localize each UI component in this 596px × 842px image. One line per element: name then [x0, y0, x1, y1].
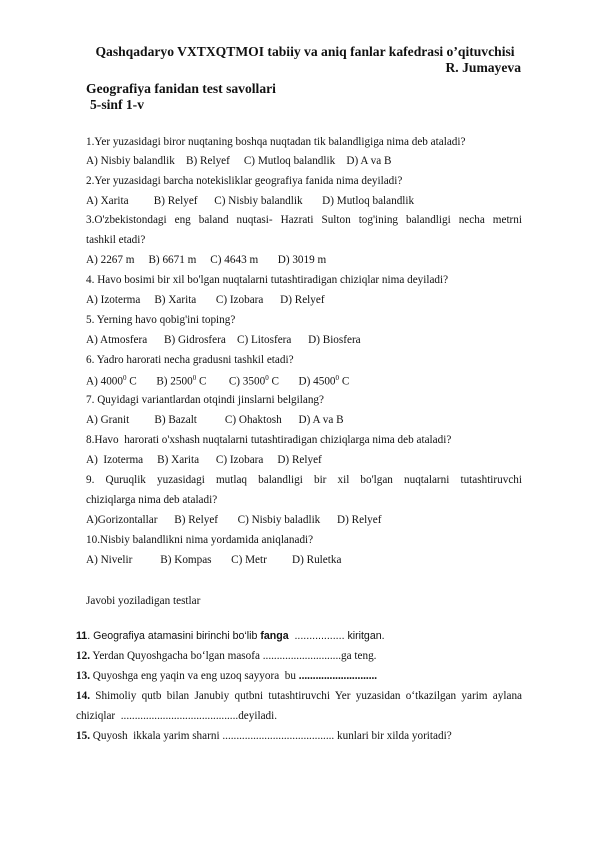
- fill-question-15: 15. Quyosh ikkala yarim sharni ........................................ kunlari bir xilda yoritadi?: [76, 730, 452, 742]
- answers-5: A) Atmosfera B) Gidrosfera C) Litosfera D) Biosfera: [86, 334, 361, 346]
- fill-question-14-line-1: 14. Shimoliy qutb bilan Janubiy qutbni tutashtiruvchi Yer yuzasidan o‘tkazilgan yarim aylana: [76, 690, 522, 702]
- question-3-line-2: tashkil etadi?: [86, 234, 146, 246]
- answers-10: A) Nivelir B) Kompas C) Metr D) Ruletka: [86, 554, 342, 566]
- section-title: Javobi yoziladigan testlar: [86, 595, 201, 607]
- answers-2: A) Xarita B) Relyef C) Nisbiy balandlik D) Mutloq balandlik: [86, 195, 415, 207]
- question-9-line-2: chiziqlarga nima deb ataladi?: [86, 494, 218, 506]
- question-7: 7. Quyidagi variantlardan otqindi jinslarni belgilang?: [86, 394, 324, 406]
- grade-variant: 5-sinf 1-v: [90, 97, 144, 112]
- question-3-line-1: 3.O'zbekistondagi eng baland nuqtasi- Hazrati Sulton tog'ining balandligi necha metrni: [86, 214, 522, 226]
- answers-4: A) Izoterma B) Xarita C) Izobara D) Relyef: [86, 294, 325, 306]
- answers-7: A) Granit B) Bazalt C) Ohaktosh D) A va B: [86, 414, 344, 426]
- author-name: R. Jumayeva: [445, 60, 521, 75]
- question-8: 8.Havo harorati o'xshash nuqtalarni tutashtiradigan chiziqlarga nima deb ataladi?: [86, 434, 452, 446]
- question-4: 4. Havo bosimi bir xil bo'lgan nuqtalarni tutashtiradigan chiziqlar nima deyiladi?: [86, 274, 449, 286]
- question-1: 1.Yer yuzasidagi biror nuqtaning boshqa nuqtadan tik balandligiga nima deb ataladi?: [86, 136, 466, 148]
- question-2: 2.Yer yuzasidagi barcha notekisliklar geografiya fanida nima deyiladi?: [86, 175, 403, 187]
- question-10: 10.Nisbiy balandlikni nima yordamida aniqlanadi?: [86, 534, 314, 546]
- fill-question-11: 11. Geografiya atamasini birinchi bo‘lib fanga ................. kiritgan.: [76, 630, 385, 642]
- answers-6: A) 4000$^0$ C B) 2500$^0$ C C) 3500$^0$ C D) 4500$^0$ C: [86, 374, 350, 388]
- institution-heading: Qashqadaryo VXTXQTMOI tabiiy va aniq fanlar kafedrasi o’qituvchisi: [95, 44, 515, 59]
- fill-question-13: 13. Quyoshga eng yaqin va eng uzoq sayyora bu ............................: [76, 670, 378, 682]
- question-5: 5. Yerning havo qobig'ini toping?: [86, 314, 236, 326]
- fill-question-14-line-2: chiziqlar ..........................................deyiladi.: [76, 710, 278, 722]
- answers-9: A)Gorizontallar B) Relyef C) Nisbiy baladlik D) Relyef: [86, 514, 382, 526]
- fill-question-12: 12. Yerdan Quyoshgacha bo‘lgan masofa ............................ga teng.: [76, 650, 377, 662]
- question-6: 6. Yadro harorati necha gradusni tashkil etadi?: [86, 354, 294, 366]
- answers-3: A) 2267 m B) 6671 m C) 4643 m D) 3019 m: [86, 254, 327, 266]
- answers-1: A) Nisbiy balandlik B) Relyef C) Mutloq balandlik D) A va B: [86, 155, 392, 167]
- answers-8: A) Izoterma B) Xarita C) Izobara D) Relyef: [86, 454, 322, 466]
- question-9-line-1: 9. Quruqlik yuzasidagi mutlaq balandligi bir xil bo'lgan nuqtalarni tutashtiruvchi: [86, 474, 522, 486]
- document-title: Geografiya fanidan test savollari: [86, 81, 276, 96]
